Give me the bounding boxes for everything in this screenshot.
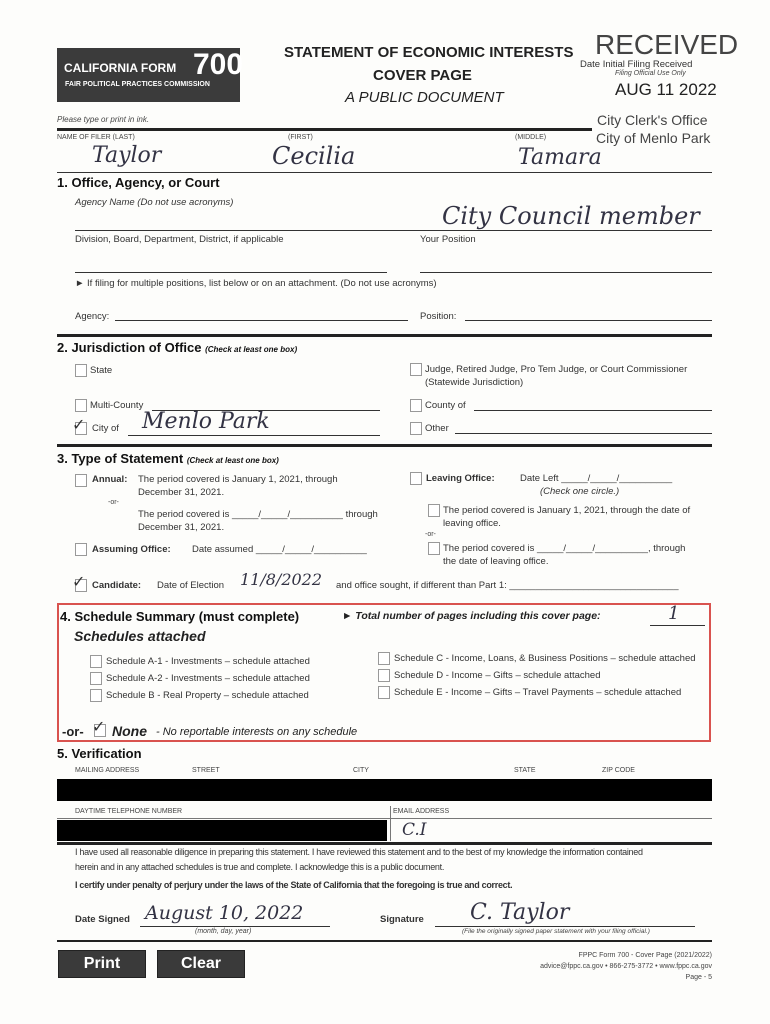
position-line: [420, 272, 712, 273]
official-use-label: Filing Official Use Only: [615, 70, 686, 77]
divider: [57, 128, 592, 131]
agency2-field[interactable]: [115, 320, 408, 321]
print-button[interactable]: Print: [58, 950, 146, 978]
signature-line: [435, 926, 695, 927]
county-label: County of: [425, 400, 466, 411]
middle-name-field[interactable]: Tamara: [518, 145, 602, 170]
or-label: -or-: [425, 531, 436, 538]
email-label: EMAIL ADDRESS: [393, 808, 450, 815]
leaving-option2-radio[interactable]: [428, 542, 440, 555]
section4-title: 4. Schedule Summary (must complete): [60, 609, 300, 624]
divider: [57, 842, 712, 845]
schedule-b-label: Schedule B - Real Property – schedule attached: [106, 690, 309, 701]
date-signed-field[interactable]: August 10, 2022: [145, 902, 304, 924]
state-checkbox[interactable]: [75, 364, 87, 377]
schedule-b-checkbox[interactable]: [90, 689, 102, 702]
leaving-option1-radio[interactable]: [428, 504, 440, 517]
candidate-label: Candidate:: [92, 580, 142, 591]
logo-line1: CALIFORNIA FORM: [64, 61, 177, 75]
office-stamp-2: City of Menlo Park: [596, 130, 711, 146]
diligence-statement: I have used all reasonable diligence in preparing this statement. I have reviewed this statement and to the best of my knowledge the information contained: [75, 847, 643, 857]
annual-label: Annual:: [92, 474, 128, 485]
redacted-address: [57, 779, 712, 801]
agency-name-label: Agency Name (Do not use acronyms): [75, 197, 234, 208]
checkmark-icon: ✓: [92, 719, 106, 736]
last-name-field[interactable]: Taylor: [92, 143, 162, 168]
schedule-c-label: Schedule C - Income, Loans, & Business Positions – schedule attached: [394, 653, 696, 664]
leaving-option1-text: leaving office.: [443, 518, 501, 529]
schedule-a2-label: Schedule A-2 - Investments – schedule attached: [106, 673, 310, 684]
leaving-text: Date Left _____/_____/__________: [520, 473, 673, 484]
date-signed-label: Date Signed: [75, 914, 130, 925]
division-line: [75, 272, 387, 273]
multi-county-label: Multi-County: [90, 400, 144, 411]
or-label: -or-: [108, 499, 119, 506]
leaving-option2-text: the date of leaving office.: [443, 556, 549, 567]
schedule-e-checkbox[interactable]: [378, 686, 390, 699]
schedule-e-label: Schedule E - Income – Gifts – Travel Payments – schedule attached: [394, 687, 682, 698]
election-date-field[interactable]: 11/8/2022: [240, 570, 323, 589]
schedule-a1-checkbox[interactable]: [90, 655, 102, 668]
contact-info: advice@fppc.ca.gov • 866-275-3772 • www.fppc.ca.gov: [540, 963, 712, 970]
section1-title: 1. Office, Agency, or Court: [57, 175, 220, 190]
section2-title-text: 2. Jurisdiction of Office: [57, 340, 202, 355]
form-subtitle: COVER PAGE: [373, 67, 472, 84]
diligence-statement: herein and in any attached schedules is true and complete. I acknowledge this is a public document.: [75, 862, 445, 872]
leaving-label: Leaving Office:: [426, 473, 495, 484]
position2-label: Position:: [420, 311, 457, 322]
form-title: STATEMENT OF ECONOMIC INTERESTS: [284, 44, 574, 61]
city-address-label: CITY: [353, 767, 369, 774]
schedule-d-checkbox[interactable]: [378, 669, 390, 682]
other-field[interactable]: [455, 433, 712, 434]
page-number: Page - 5: [685, 974, 712, 981]
county-checkbox[interactable]: [410, 399, 422, 412]
annual-text: December 31, 2021.: [138, 487, 225, 498]
other-label: Other: [425, 423, 449, 434]
email-field[interactable]: C.I: [402, 820, 427, 840]
schedule-c-checkbox[interactable]: [378, 652, 390, 665]
divider: [390, 806, 391, 841]
logo-line2: FAIR POLITICAL PRACTICES COMMISSION: [65, 81, 210, 88]
section2-note: (Check at least one box): [205, 345, 298, 354]
divider: [57, 444, 712, 447]
candidate-text: Date of Election: [157, 580, 225, 591]
schedules-attached-label: Schedules attached: [74, 628, 206, 644]
leaving-option2-text: The period covered is _____/_____/__________, through: [443, 543, 686, 554]
city-line: [128, 435, 380, 436]
date-line: [140, 926, 330, 927]
signature-field[interactable]: C. Taylor: [470, 900, 570, 925]
leaving-checkbox[interactable]: [410, 472, 422, 485]
schedule-a2-checkbox[interactable]: [90, 672, 102, 685]
or-label: -or-: [62, 724, 84, 739]
position2-field[interactable]: [465, 320, 712, 321]
state-label: State: [90, 365, 113, 376]
form-logo: [57, 48, 244, 102]
signature-label: Signature: [380, 914, 424, 925]
street-label: STREET: [192, 767, 220, 774]
middle-name-label: (MIDDLE): [515, 134, 547, 141]
office-sought-field[interactable]: and office sought, if different than Part 1: ________________________________: [336, 580, 679, 591]
section3-note: (Check at least one box): [186, 456, 279, 465]
date-hint: (month, day, year): [195, 928, 252, 935]
last-name-label: NAME OF FILER (LAST): [57, 134, 135, 141]
leaving-option1-text: The period covered is January 1, 2021, through the date of: [443, 505, 691, 516]
redacted-phone: [57, 820, 387, 841]
received-date: AUG 11 2022: [615, 80, 717, 99]
first-name-field[interactable]: Cecilia: [272, 142, 356, 170]
divider: [57, 818, 712, 819]
logo-number: 700: [193, 48, 244, 81]
judge-sub-label: (Statewide Jurisdiction): [425, 377, 524, 388]
date-received-label: Date Initial Filing Received: [580, 59, 693, 70]
divider: [57, 172, 712, 173]
zip-label: ZIP CODE: [602, 767, 635, 774]
annual-text: The period covered is January 1, 2021, through: [138, 474, 338, 485]
annual-checkbox[interactable]: [75, 474, 87, 487]
section3-title: [57, 451, 279, 466]
total-pages-line: [650, 625, 705, 626]
assuming-text: Date assumed _____/_____/__________: [192, 544, 367, 555]
judge-label: Judge, Retired Judge, Pro Tem Judge, or Court Commissioner: [425, 364, 688, 375]
multi-county-checkbox[interactable]: [75, 399, 87, 412]
leaving-note: (Check one circle.): [540, 486, 620, 497]
perjury-statement: I certify under penalty of perjury under the laws of the State of California that the foregoing is true and correct.: [75, 880, 513, 890]
form-version: FPPC Form 700 - Cover Page (2021/2022): [578, 952, 712, 959]
schedule-a1-label: Schedule A-1 - Investments – schedule attached: [106, 656, 310, 667]
divider: [57, 940, 712, 942]
received-text: RECEIVED: [595, 29, 739, 60]
assuming-label: Assuming Office:: [92, 544, 171, 555]
checkmark-icon: ✓: [72, 417, 86, 434]
multiple-positions-note: ► If filing for multiple positions, list below or on an attachment. (Do not use acronyms): [75, 278, 437, 289]
total-pages-label: ► Total number of pages including this cover page:: [342, 610, 601, 622]
position-field[interactable]: City Council member: [442, 202, 700, 230]
doc-type: A PUBLIC DOCUMENT: [345, 89, 504, 106]
ink-instruction: Please type or print in ink.: [57, 115, 150, 124]
mailing-address-label: MAILING ADDRESS: [75, 767, 140, 774]
section5-title: 5. Verification: [57, 746, 142, 761]
position-label: Your Position: [420, 234, 476, 245]
phone-label: DAYTIME TELEPHONE NUMBER: [75, 808, 183, 815]
state-address-label: STATE: [514, 767, 536, 774]
division-label: Division, Board, Department, District, if applicable: [75, 234, 284, 245]
period-text: December 31, 2021.: [138, 522, 225, 533]
period-text: The period covered is _____/_____/__________ through: [138, 509, 378, 520]
divider: [57, 334, 712, 337]
judge-checkbox[interactable]: [410, 363, 422, 376]
assuming-checkbox[interactable]: [75, 543, 87, 556]
agency2-label: Agency:: [75, 311, 110, 322]
county-field[interactable]: [474, 410, 712, 411]
first-name-label: (FIRST): [288, 134, 313, 141]
schedule-d-label: Schedule D - Income – Gifts – schedule attached: [394, 670, 601, 681]
signature-hint: (File the originally signed paper statement with your filing official.): [462, 928, 650, 935]
section2-title: [57, 340, 297, 355]
section3-title-text: 3. Type of Statement: [57, 451, 184, 466]
city-field[interactable]: Menlo Park: [142, 409, 270, 434]
checkmark-icon: ✓: [72, 574, 86, 591]
total-pages-field[interactable]: 1: [668, 603, 680, 624]
office-stamp-1: City Clerk's Office: [597, 112, 708, 128]
none-label: None: [112, 723, 147, 739]
other-checkbox[interactable]: [410, 422, 422, 435]
none-text: - No reportable interests on any schedule: [156, 726, 358, 738]
clear-button[interactable]: Clear: [157, 950, 245, 978]
agency-line: [75, 230, 712, 231]
city-label: City of: [92, 423, 119, 434]
